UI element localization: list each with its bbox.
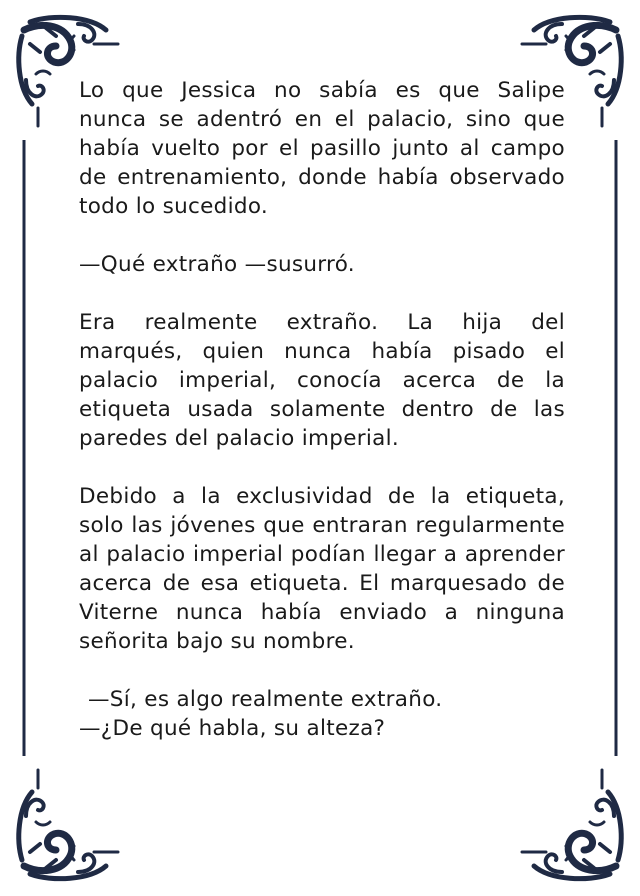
page-text <box>79 76 565 743</box>
corner-ornament-bottom-right <box>522 770 621 879</box>
dialogue-line-1: —Sí, es algo realmente extraño. <box>88 687 443 712</box>
dialogue-line-2: —¿De qué habla, su alteza? <box>79 716 386 741</box>
corner-ornament-bottom-left <box>19 770 118 879</box>
paragraph-1: Lo que Jessica no sabía es que Salipe nunca se adentró en el palacio, sino que había vuelto por el pasillo junto al campo de entrenamiento, donde había observado todo lo sucedido. <box>79 78 565 219</box>
paragraph-4: Debido a la exclusividad de la etiqueta, solo las jóvenes que entraran regularmente al palacio imperial podían llegar a aprender acerca de esa etiqueta. El marquesado de Viterne nunca había enviado a ninguna señorita bajo su nombre. <box>79 484 565 654</box>
paragraph-2: —Qué extraño —susurró. <box>79 252 355 277</box>
paragraph-3: Era realmente extraño. La hija del marqués, quien nunca había pisado el palacio imperial, conocía acerca de la etiqueta usada solamente dentro de las paredes del palacio imperial. <box>79 310 565 451</box>
